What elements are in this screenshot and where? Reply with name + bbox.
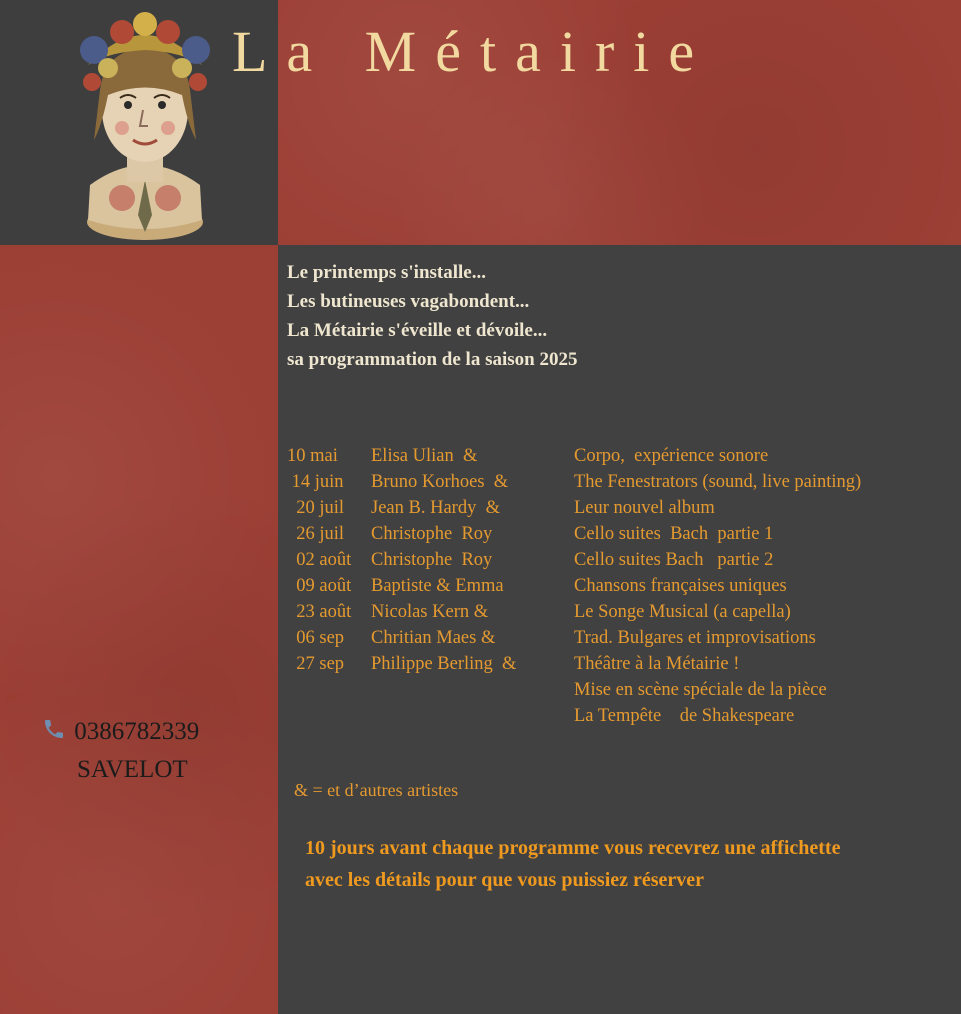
program-row (287, 599, 947, 625)
city-name: SAVELOT (77, 756, 188, 783)
program-row (287, 677, 947, 703)
program-row (287, 495, 947, 521)
program-artist: Baptiste & Emma (371, 576, 504, 596)
program-show: La Tempête de Shakespeare (574, 706, 795, 726)
program-artist: Chritian Maes & (371, 628, 496, 648)
program-artist: Philippe Berling & (371, 654, 517, 674)
phone-number[interactable]: 0386782339 (74, 718, 200, 745)
page-title: La Métairie (232, 19, 714, 84)
program-show: Cello suites Bach partie 2 (574, 550, 774, 570)
program-date: 14 juin (287, 472, 344, 492)
booking-notice (305, 832, 840, 896)
phone-line[interactable] (40, 713, 199, 751)
program-row (287, 443, 947, 469)
program-date: 02 août (287, 550, 352, 570)
program-row (287, 703, 947, 729)
intro-line: Les butineuses vagabondent... (287, 291, 530, 312)
intro-line: sa programmation de la saison 2025 (287, 349, 578, 370)
program-show: Leur nouvel album (574, 498, 715, 518)
program-artist: Bruno Korhoes & (371, 472, 509, 492)
program-show: The Fenestrators (sound, live painting) (574, 472, 862, 492)
program-show: Théâtre à la Métairie ! (574, 654, 740, 674)
program-artist: Christophe Roy (371, 524, 493, 544)
program-row (287, 625, 947, 651)
legend-note: & = et d’autres artistes (294, 780, 459, 800)
program-artist: Christophe Roy (371, 550, 493, 570)
program-show: Cello suites Bach partie 1 (574, 524, 774, 544)
program-schedule (287, 443, 947, 729)
program-show: Corpo, expérience sonore (574, 446, 769, 466)
program-row (287, 469, 947, 495)
telephone-icon (40, 717, 68, 741)
program-show: Mise en scène spéciale de la pièce (574, 680, 827, 700)
program-row (287, 651, 947, 677)
intro-text (287, 258, 577, 374)
program-date: 20 juil (287, 498, 345, 518)
program-artist: Nicolas Kern & (371, 602, 489, 622)
notice-line: 10 jours avant chaque programme vous recevrez une affichette (305, 837, 841, 859)
contact-block (40, 713, 199, 789)
notice-line: avec les détails pour que vous puissiez réserver (305, 869, 705, 891)
program-date: 27 sep (287, 654, 345, 674)
sidebar-panel (0, 245, 278, 1014)
program-date: 23 août (287, 602, 352, 622)
program-row (287, 547, 947, 573)
program-show: Le Songe Musical (a capella) (574, 602, 791, 622)
program-date: 09 août (287, 576, 352, 596)
program-row (287, 521, 947, 547)
program-date: 10 mai (287, 446, 338, 466)
program-artist: Elisa Ulian & (371, 446, 478, 466)
intro-line: La Métairie s'éveille et dévoile... (287, 320, 548, 341)
program-date: 06 sep (287, 628, 345, 648)
program-show: Trad. Bulgares et improvisations (574, 628, 816, 648)
intro-line: Le printemps s'installe... (287, 262, 486, 283)
program-date: 26 juil (287, 524, 345, 544)
program-show: Chansons françaises uniques (574, 576, 787, 596)
program-artist: Jean B. Hardy & (371, 498, 500, 518)
program-row (287, 573, 947, 599)
bust-sculpture-image (70, 10, 220, 242)
